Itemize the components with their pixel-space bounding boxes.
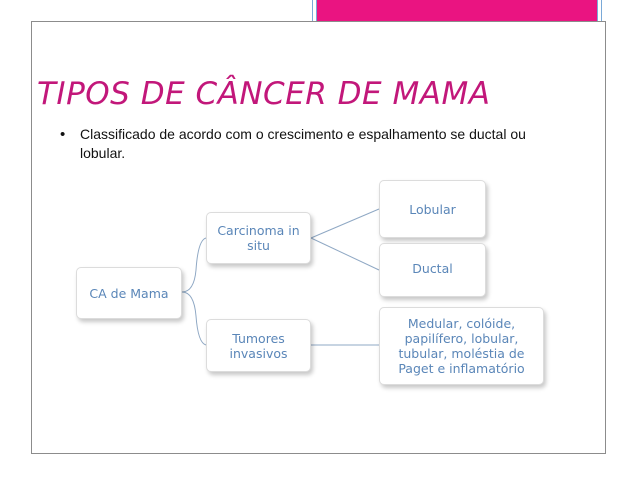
node-tumores-invasivos: [206, 319, 311, 372]
node-ductal-label: Ductal: [412, 261, 453, 276]
bullet-marker: •: [60, 126, 66, 143]
connector-root-to-insitu: [182, 238, 206, 292]
node-invasive-types-label: Medular, colóide, papilífero, lobular, tubular, moléstia de Paget e inflamatório: [398, 316, 525, 376]
node-ductal: [379, 243, 486, 297]
node-carcinoma-in-situ-label: Carcinoma in situ: [217, 223, 300, 253]
node-carcinoma-in-situ: [206, 212, 311, 264]
node-tumores-invasivos-label: Tumores invasivos: [229, 330, 288, 361]
node-invasive-types: [379, 307, 544, 385]
node-lobular: [379, 180, 486, 238]
node-ca-de-mama-label: CA de Mama: [89, 285, 169, 301]
bullet-text: Classificado de acordo com o crescimento e espalhamento se ductal ou lobular.: [80, 126, 526, 161]
connector-insitu-to-lobular: [311, 209, 379, 238]
node-ca-de-mama: [76, 267, 182, 319]
connector-root-to-invasive: [182, 292, 206, 345]
node-lobular-label: Lobular: [409, 202, 456, 217]
slide-title: TIPOS DE CÂNCER DE MAMA: [37, 76, 491, 112]
connector-insitu-to-ductal: [311, 238, 379, 270]
